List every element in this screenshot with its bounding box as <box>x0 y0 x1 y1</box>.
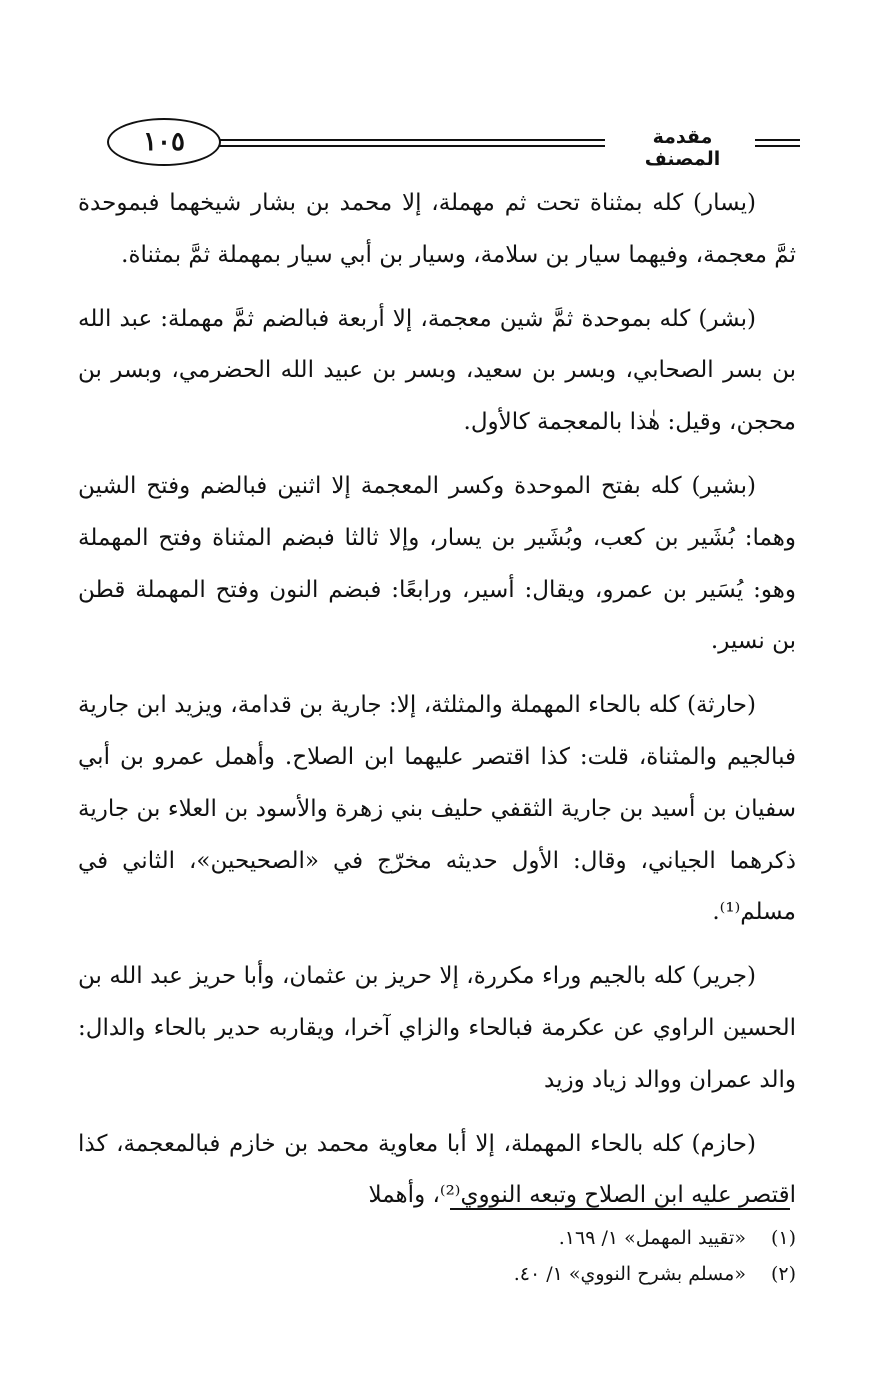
header-rule <box>205 139 605 141</box>
page-number: ١٠٥ <box>143 127 185 157</box>
page-header <box>75 112 800 170</box>
footnotes <box>78 1220 796 1292</box>
page-number-badge <box>107 118 221 166</box>
header-rule <box>755 145 800 147</box>
footnote-text: «تقييد المهمل» ١/ ١٦٩. <box>558 1227 746 1249</box>
paragraph-hazim: (حازم) كله بالحاء المهملة، إلا أبا معاوية محمد بن خازم فبالمعجمة، كذا اقتصر عليه ابن الصلاح وتبعه النووي⁽²⁾، وأهملا <box>78 1130 796 1209</box>
paragraph-haritha: (حارثة) كله بالحاء المهملة والمثلثة، إلا: جارية بن قدامة، ويزيد ابن جارية فبالجيم والمثناة، قلت: كذا اقتصر عليهما ابن الصلاح. وأهمل عمرو بن أبي سفيان بن أسيد بن جارية الثقفي حليف بني زهرة والأسود بن العلاء بن جارية ذكرهما الجياني، وقال: الأول حديثه مخرّج في «الصحيحين»، الثاني في مسلم⁽¹⁾. <box>78 692 796 926</box>
header-rule <box>205 145 605 147</box>
footnote-number: (١) <box>770 1227 796 1249</box>
footnote-number: (٢) <box>770 1263 796 1285</box>
paragraph-yasar: (يسار) كله بمثناة تحت ثم مهملة، إلا محمد بن بشار شيخهما فبموحدة ثمَّ معجمة، وفيهما سيار بن سلامة، وسيار بن أبي سيار بمهملة ثمَّ بمثناة. <box>78 190 796 268</box>
header-rule <box>755 139 800 141</box>
footnote-item <box>78 1256 796 1292</box>
paragraph-bashir: (بشير) كله بفتح الموحدة وكسر المعجمة إلا اثنين فبالضم وفتح الشين وهما: بُشَير بن كعب، وبُشَير بن يسار، وإلا ثالثا فبضم المثناة وفتح المهملة وهو: يُسَير بن عمرو، ويقال: أسير، ورابعًا: فبضم النون وفتح المهملة قطن بن نسير. <box>78 472 796 655</box>
footnote-text: «مسلم بشرح النووي» ١/ ٤٠. <box>513 1263 746 1285</box>
main-text <box>78 178 796 1234</box>
paragraph-jarir: (جرير) كله بالجيم وراء مكررة، إلا حريز بن عثمان، وأبا حريز عبد الله بن الحسين الراوي عن عكرمة فبالحاء والزاي آخرا، ويقاربه حدير بالحاء والدال: والد عمران ووالد زياد وزيد <box>78 963 796 1093</box>
paragraph-bishr: (بشر) كله بموحدة ثمَّ شين معجمة، إلا أربعة فبالضم ثمَّ مهملة: عبد الله بن بسر الصحابي، وبسر بن سعيد، وبسر بن عبيد الله الحضرمي، وبسر بن محجن، وقيل: هٰذا بالمعجمة كالأول. <box>78 305 796 436</box>
running-title: مقدمة المصنف <box>644 126 721 170</box>
footnote-separator <box>450 1208 790 1210</box>
footnote-item <box>78 1220 796 1256</box>
